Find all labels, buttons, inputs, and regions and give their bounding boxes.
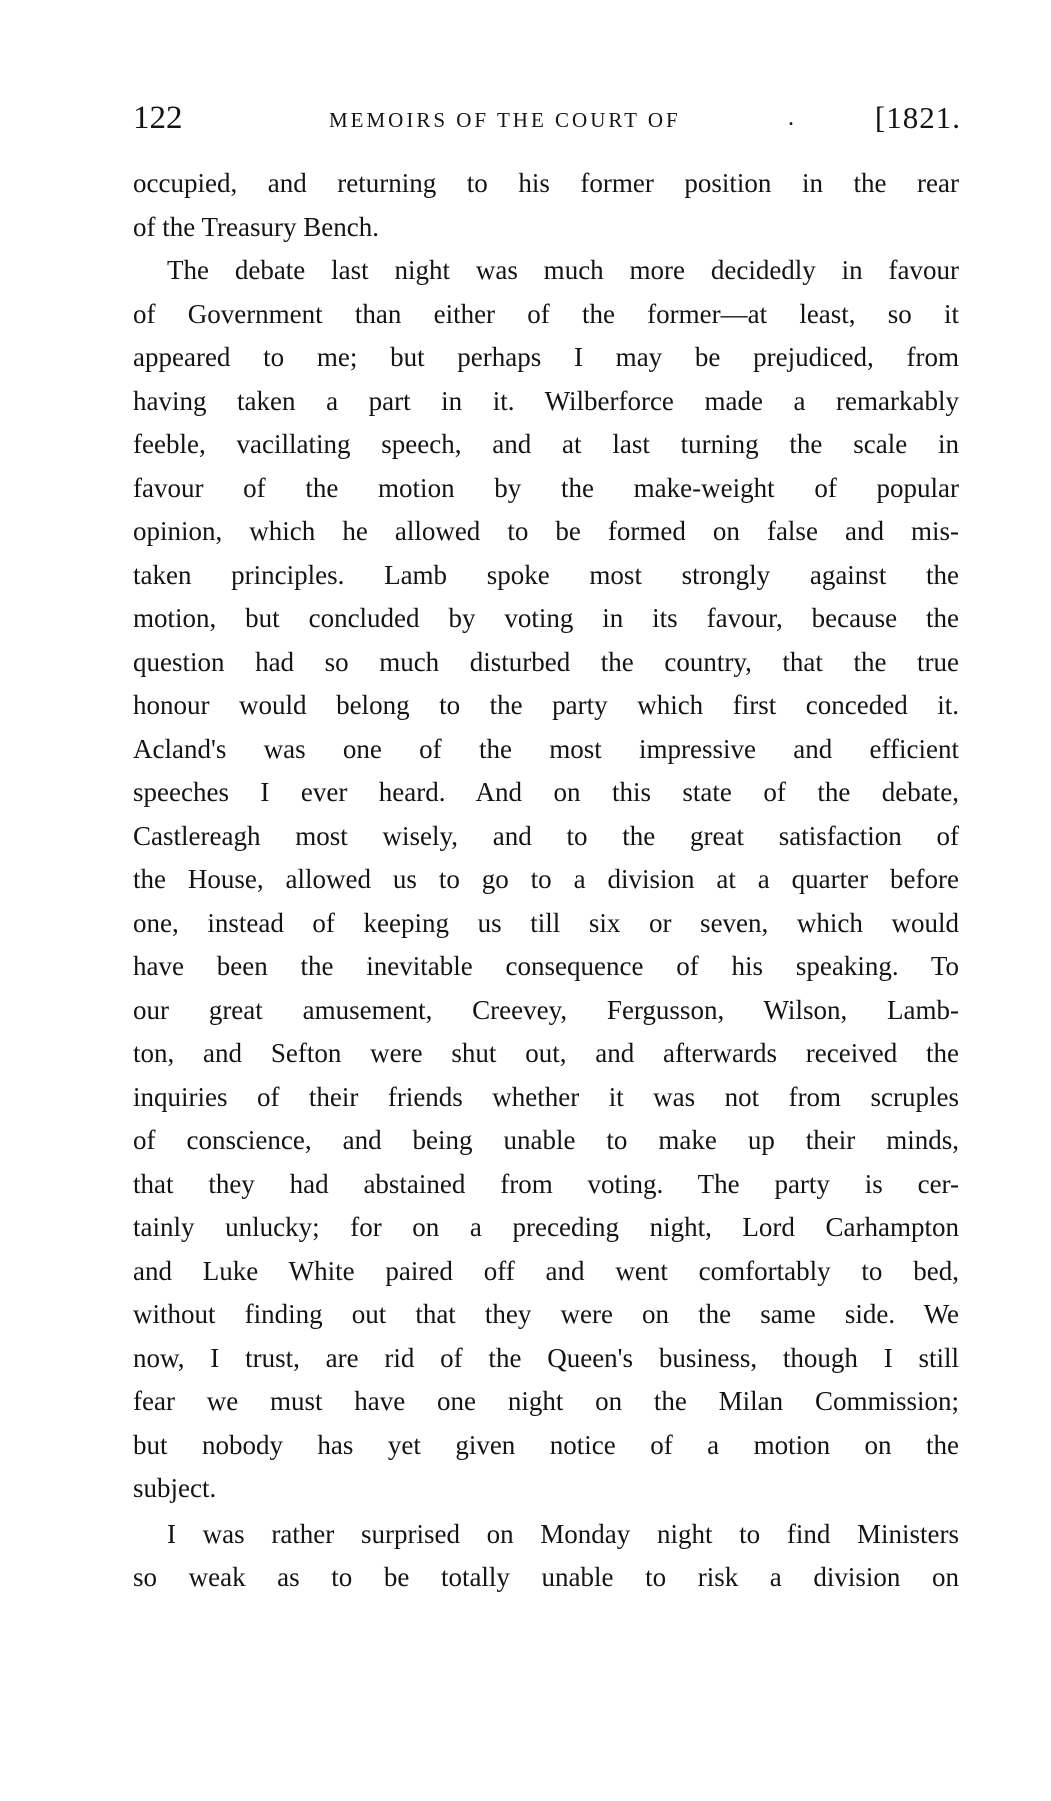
text-line: ton, and Sefton were shut out, and afterwards received the [133, 1038, 959, 1068]
text-line: of conscience, and being unable to make up their minds, [133, 1125, 959, 1155]
text-line: favour of the motion by the make-weight of popular [133, 472, 959, 503]
text-line: but nobody has yet given notice of a motion on the [133, 1429, 959, 1460]
text-line: of Government than either of the former—at least, so it [133, 298, 959, 329]
text-line: of the Treasury Bench. [133, 211, 379, 242]
text-line: I was rather surprised on Monday night to find Ministers [167, 1518, 959, 1549]
text-line: now, I trust, are rid of the Queen's business, though I still [133, 1342, 959, 1373]
paragraph-ministers [133, 1513, 959, 1600]
text-line: tainly unlucky; for on a preceding night, Lord Carhampton [133, 1212, 959, 1242]
text-line: occupied, and returning to his former position in the rear [133, 168, 959, 198]
text-line: so weak as to be totally unable to risk a division on [133, 1562, 959, 1592]
text-line: Castlereagh most wisely, and to the great satisfaction of [133, 820, 959, 851]
text-line: Acland's was one of the most impressive and efficient [133, 733, 959, 764]
text-line: fear we must have one night on the Milan Commission; [133, 1386, 959, 1416]
running-head-dot: . [788, 105, 794, 131]
text-line: having taken a part in it. Wilberforce made a remarkably [133, 385, 959, 416]
text-line: inquiries of their friends whether it was not from scruples [133, 1081, 959, 1112]
paragraph-debate [133, 249, 959, 1511]
text-line: taken principles. Lamb spoke most strongly against the [133, 559, 959, 590]
running-year: [1821. [874, 100, 961, 135]
running-head [133, 98, 961, 138]
text-line: opinion, which he allowed to be formed on false and mis- [133, 516, 959, 546]
running-title: MEMOIRS OF THE COURT OF [329, 108, 681, 132]
text-line: honour would belong to the party which first conceded it. [133, 690, 959, 720]
text-line: feeble, vacillating speech, and at last turning the scale in [133, 429, 959, 459]
text-line: The debate last night was much more decidedly in favour [167, 255, 959, 285]
text-line: have been the inevitable consequence of his speaking. To [133, 951, 959, 981]
page-number: 122 [133, 100, 183, 136]
text-line: speeches I ever heard. And on this state of the debate, [133, 777, 959, 807]
text-line: one, instead of keeping us till six or seven, which would [133, 907, 959, 938]
text-line: question had so much disturbed the country, that the true [133, 646, 959, 677]
body-text [133, 162, 959, 1600]
text-line: motion, but concluded by voting in its favour, because the [133, 603, 959, 633]
paragraph-continuation [133, 162, 959, 249]
text-line: the House, allowed us to go to a division at a quarter before [133, 864, 959, 894]
text-line: subject. [133, 1473, 217, 1503]
text-line: our great amusement, Creevey, Fergusson, Wilson, Lamb- [133, 994, 959, 1025]
text-line: and Luke White paired off and went comfortably to bed, [133, 1255, 959, 1286]
text-line: appeared to me; but perhaps I may be prejudiced, from [133, 342, 959, 372]
text-line: that they had abstained from voting. The party is cer- [133, 1168, 959, 1199]
text-line: without finding out that they were on the same side. We [133, 1299, 959, 1329]
